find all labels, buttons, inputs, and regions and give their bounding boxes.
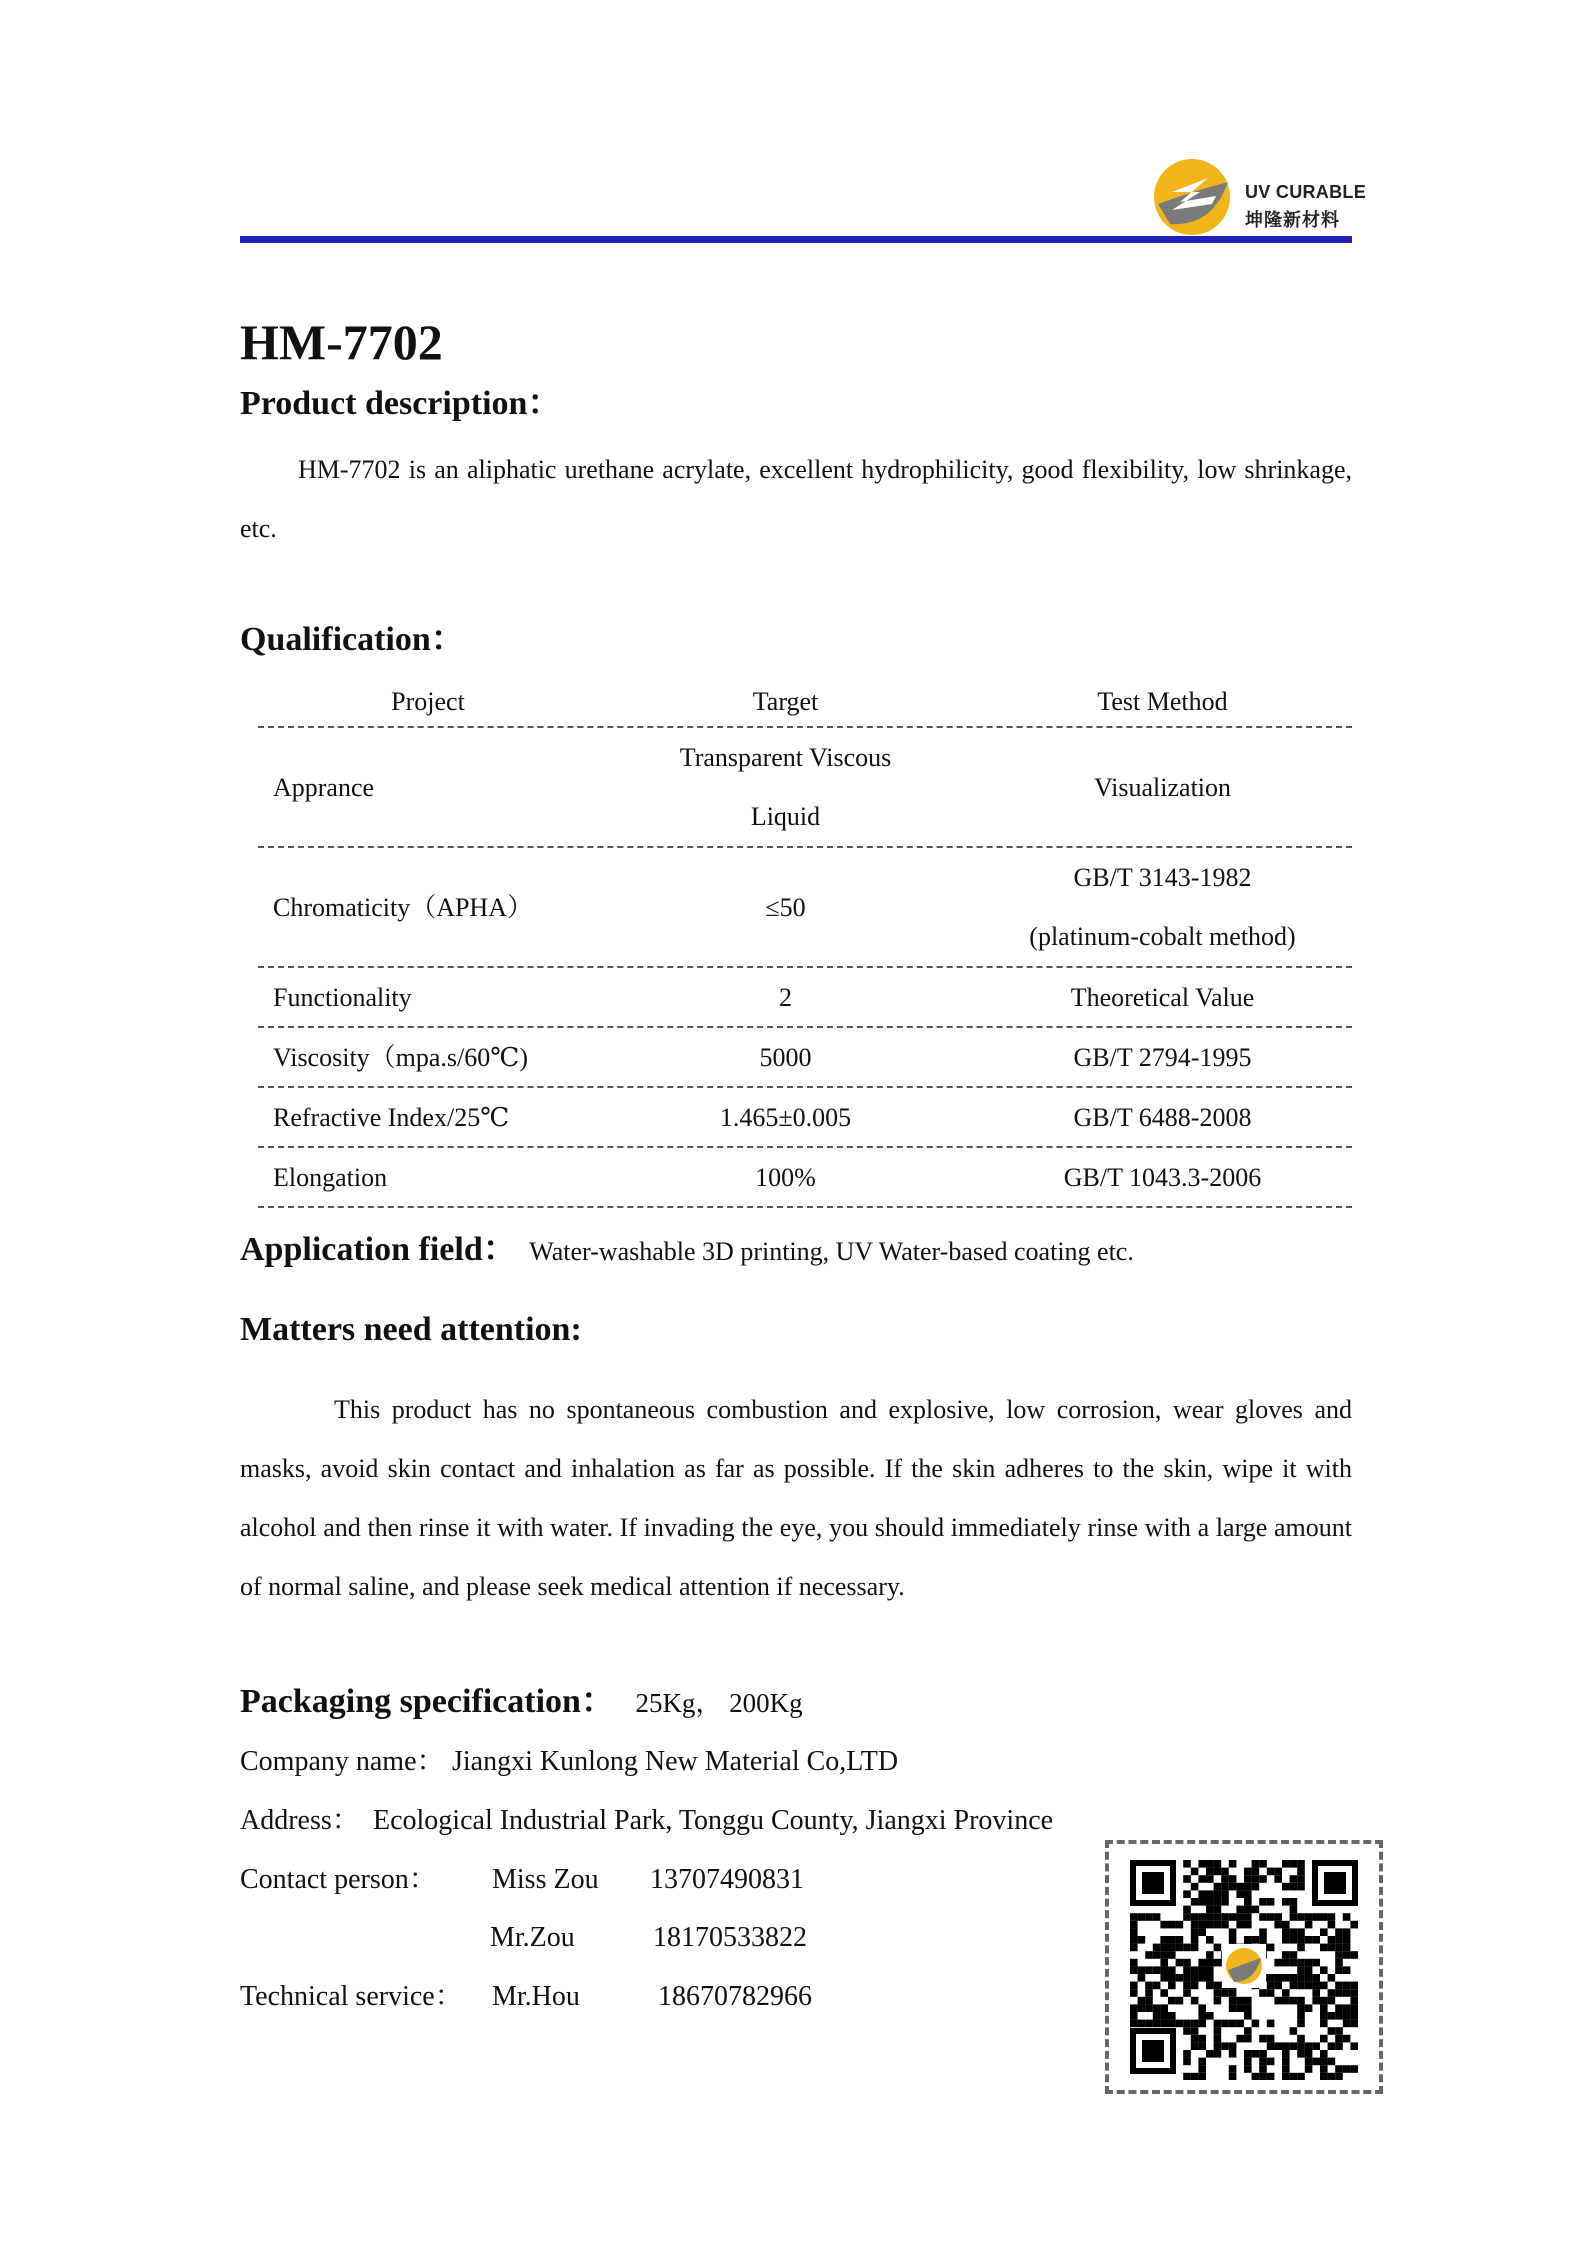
cell-method: Theoretical Value (1070, 982, 1255, 1012)
application-line (240, 1228, 1134, 1274)
attention-text: This product has no spontaneous combustion and explosive, low corrosion, wear gloves and masks, avoid skin contact and inhalation as far as possible. If the skin adheres to the skin, wipe it with alcohol and then rinse it with water. If invading the eye, you should immediately rinse with a large amount of normal saline, and please seek medical attention if necessary. (240, 1395, 1352, 1601)
table-header-row (258, 676, 1352, 728)
cell-target: 5000 (759, 1042, 812, 1072)
contact-name: Mr.Zou (490, 1922, 575, 1953)
contact-phone: 18170533822 (653, 1922, 807, 1953)
table-row (258, 1148, 1352, 1208)
cell-target: 1.465±0.005 (719, 1102, 852, 1132)
logo-text (1245, 178, 1366, 234)
qr-code (1124, 1854, 1364, 2080)
cell-method (973, 848, 1352, 966)
address-text: Ecological Industrial Park, Tonggu County, Jiangxi Province (373, 1805, 1054, 1836)
qualification-heading: Qualification： (240, 621, 465, 658)
cell-method: GB/T 1043.3-2006 (1063, 1162, 1262, 1192)
contact-phone: 13707490831 (650, 1864, 804, 1895)
company-name-label: Company name： (240, 1746, 445, 1777)
contact-label: Contact person： (240, 1864, 437, 1895)
table-row (258, 968, 1352, 1028)
packaging-heading: Packaging specification： (240, 1683, 615, 1720)
cell-target-line-1: Transparent Viscous (679, 743, 892, 772)
column-header-target: Target (752, 686, 819, 716)
qr-finder-bottom-left (1130, 2028, 1176, 2074)
address-label: Address： (240, 1805, 360, 1836)
cell-method: GB/T 2794-1995 (1073, 1042, 1252, 1072)
cell-method: GB/T 6488-2008 (1073, 1102, 1252, 1132)
company-name: Jiangxi Kunlong New Material Co,LTD (452, 1746, 899, 1777)
qr-code-frame (1105, 1840, 1383, 2094)
header-rule (240, 236, 1352, 243)
cell-target: ≤50 (765, 892, 806, 922)
cell-project: Viscosity（mpa.s/60℃) (273, 1042, 529, 1072)
cell-project: Elongation (273, 1162, 388, 1192)
tech-service-label: Technical service： (240, 1981, 463, 2012)
table-row (258, 1088, 1352, 1148)
table-row (258, 1028, 1352, 1088)
cell-method-line-1: GB/T 3143-1982 (1073, 863, 1252, 892)
application-text: Water-washable 3D printing, UV Water-based coating etc. (529, 1237, 1134, 1266)
packaging-line (240, 1680, 803, 1726)
cell-target (598, 728, 973, 846)
attention-heading: Matters need attention: (240, 1311, 582, 1348)
qualification-table (258, 676, 1352, 1208)
qr-finder-top-left (1130, 1860, 1176, 1906)
cell-target: 2 (779, 982, 792, 1012)
table-row (258, 848, 1352, 968)
cell-target-line-2: Liquid (750, 802, 821, 831)
application-heading: Application field： (240, 1231, 517, 1268)
qr-center-logo (1222, 1944, 1266, 1988)
packaging-text: 25Kg， 200Kg (635, 1688, 803, 1718)
column-header-project: Project (391, 686, 465, 716)
cell-method: Visualization (1093, 772, 1232, 802)
cell-project: Functionality (273, 982, 412, 1012)
description-text: HM-7702 is an aliphatic urethane acrylate, excellent hydrophilicity, good flexibility, low shrinkage, etc. (240, 455, 1352, 543)
cell-project: Refractive Index/25℃ (273, 1102, 510, 1132)
logo-line-1: UV CURABLE (1245, 182, 1367, 202)
cell-method-line-2: (platinum-cobalt method) (1029, 922, 1296, 951)
logo-line-2: 坤隆新材料 (1245, 210, 1340, 230)
description-heading: Product description： (240, 385, 562, 422)
contact-name: Miss Zou (492, 1864, 599, 1895)
cell-target: 100% (755, 1162, 816, 1192)
table-row (258, 728, 1352, 848)
qr-finder-top-right (1312, 1860, 1358, 1906)
tech-service-phone: 18670782966 (658, 1981, 812, 2012)
cell-project: Chromaticity（APHA） (273, 892, 533, 922)
product-title: HM-7702 (240, 314, 443, 370)
tech-service-name: Mr.Hou (492, 1981, 580, 2012)
cell-project: Apprance (273, 772, 375, 802)
column-header-test-method: Test Method (1097, 686, 1228, 716)
